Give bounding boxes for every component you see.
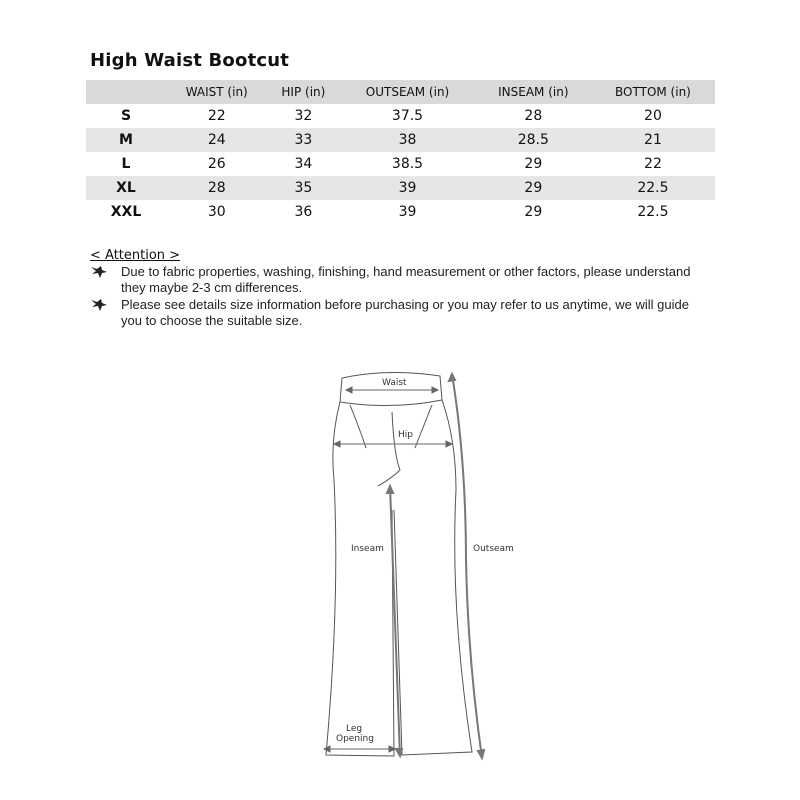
attention-note — [90, 297, 710, 329]
arrowhead — [396, 749, 402, 756]
header-inseam: INSEAM (in) — [476, 80, 591, 104]
table-row — [86, 176, 715, 200]
left-leg-outline — [326, 402, 394, 756]
inseam-label: Inseam — [351, 544, 384, 554]
table-cell: 39 — [398, 204, 417, 220]
table-cell: 28 — [524, 108, 543, 124]
table-cell: 21 — [591, 128, 715, 152]
header-hip: HIP (in) — [267, 80, 339, 104]
table-cell: 33 — [267, 128, 339, 152]
table-cell: 29 — [524, 156, 543, 172]
fly-line — [378, 412, 400, 486]
size-cell: M — [86, 128, 166, 152]
size-cell: L — [121, 156, 131, 172]
page-title: High Waist Bootcut — [90, 50, 290, 71]
table-cell: 26 — [207, 156, 226, 172]
leg-opening-label-line1: Leg — [346, 724, 363, 734]
leg-opening-label-line2: Opening — [336, 734, 374, 744]
table-cell: 35 — [267, 176, 339, 200]
outseam-label: Outseam — [473, 544, 514, 554]
hip-label: Hip — [398, 430, 413, 440]
note-text: Please see details size information before purchasing or you may refer to us anytime, we will guide you to choose the suitable size. — [121, 297, 689, 328]
table-cell: 20 — [644, 108, 662, 124]
size-cell: XL — [86, 176, 166, 200]
header-outseam: OUTSEAM (in) — [339, 80, 475, 104]
table-cell: 28.5 — [476, 128, 591, 152]
pants-measurement-diagram — [300, 360, 520, 770]
table-row — [86, 128, 715, 152]
attention-note — [90, 264, 710, 296]
pin-icon — [90, 265, 108, 279]
table-cell: 30 — [207, 204, 226, 220]
table-cell: 29 — [476, 176, 591, 200]
size-chart-table — [86, 80, 715, 224]
arrowhead — [449, 374, 455, 381]
arrowhead — [346, 387, 352, 393]
right-leg-outline — [394, 400, 472, 755]
table-header-row — [86, 80, 715, 104]
header-size — [86, 80, 166, 104]
table-cell: 38.5 — [391, 156, 424, 172]
pin-icon — [90, 298, 108, 312]
table-cell: 22 — [207, 108, 226, 124]
waist-label: Waist — [382, 378, 407, 388]
arrowhead — [334, 441, 340, 447]
outseam-measure-line — [452, 374, 482, 758]
size-cell: XXL — [110, 204, 142, 220]
table-cell: 36 — [294, 204, 313, 220]
arrowhead — [387, 486, 393, 493]
header-waist: WAIST (in) — [166, 80, 267, 104]
table-cell: 39 — [339, 176, 475, 200]
table-cell: 34 — [294, 156, 313, 172]
table-row — [86, 104, 715, 128]
table-cell: 28 — [166, 176, 267, 200]
attention-heading: < Attention > — [90, 248, 181, 263]
table-cell: 29 — [524, 204, 543, 220]
table-cell: 37.5 — [391, 108, 424, 124]
table-cell: 38 — [339, 128, 475, 152]
pocket-line-left — [350, 405, 366, 448]
pocket-line-right — [415, 405, 432, 448]
table-cell: 22 — [644, 156, 662, 172]
arrowhead — [446, 441, 452, 447]
note-text: Due to fabric properties, washing, finishing, hand measurement or other factors, please understand they maybe 2-3 cm differences. — [121, 264, 691, 295]
size-cell: S — [120, 108, 132, 124]
arrowhead — [478, 750, 484, 758]
header-bottom: BOTTOM (in) — [591, 80, 715, 104]
arrowhead — [432, 387, 438, 393]
table-cell: 32 — [294, 108, 313, 124]
table-cell: 24 — [166, 128, 267, 152]
table-cell: 22.5 — [591, 176, 715, 200]
table-row — [86, 152, 715, 176]
table-row — [86, 200, 715, 224]
table-cell: 22.5 — [637, 204, 669, 220]
